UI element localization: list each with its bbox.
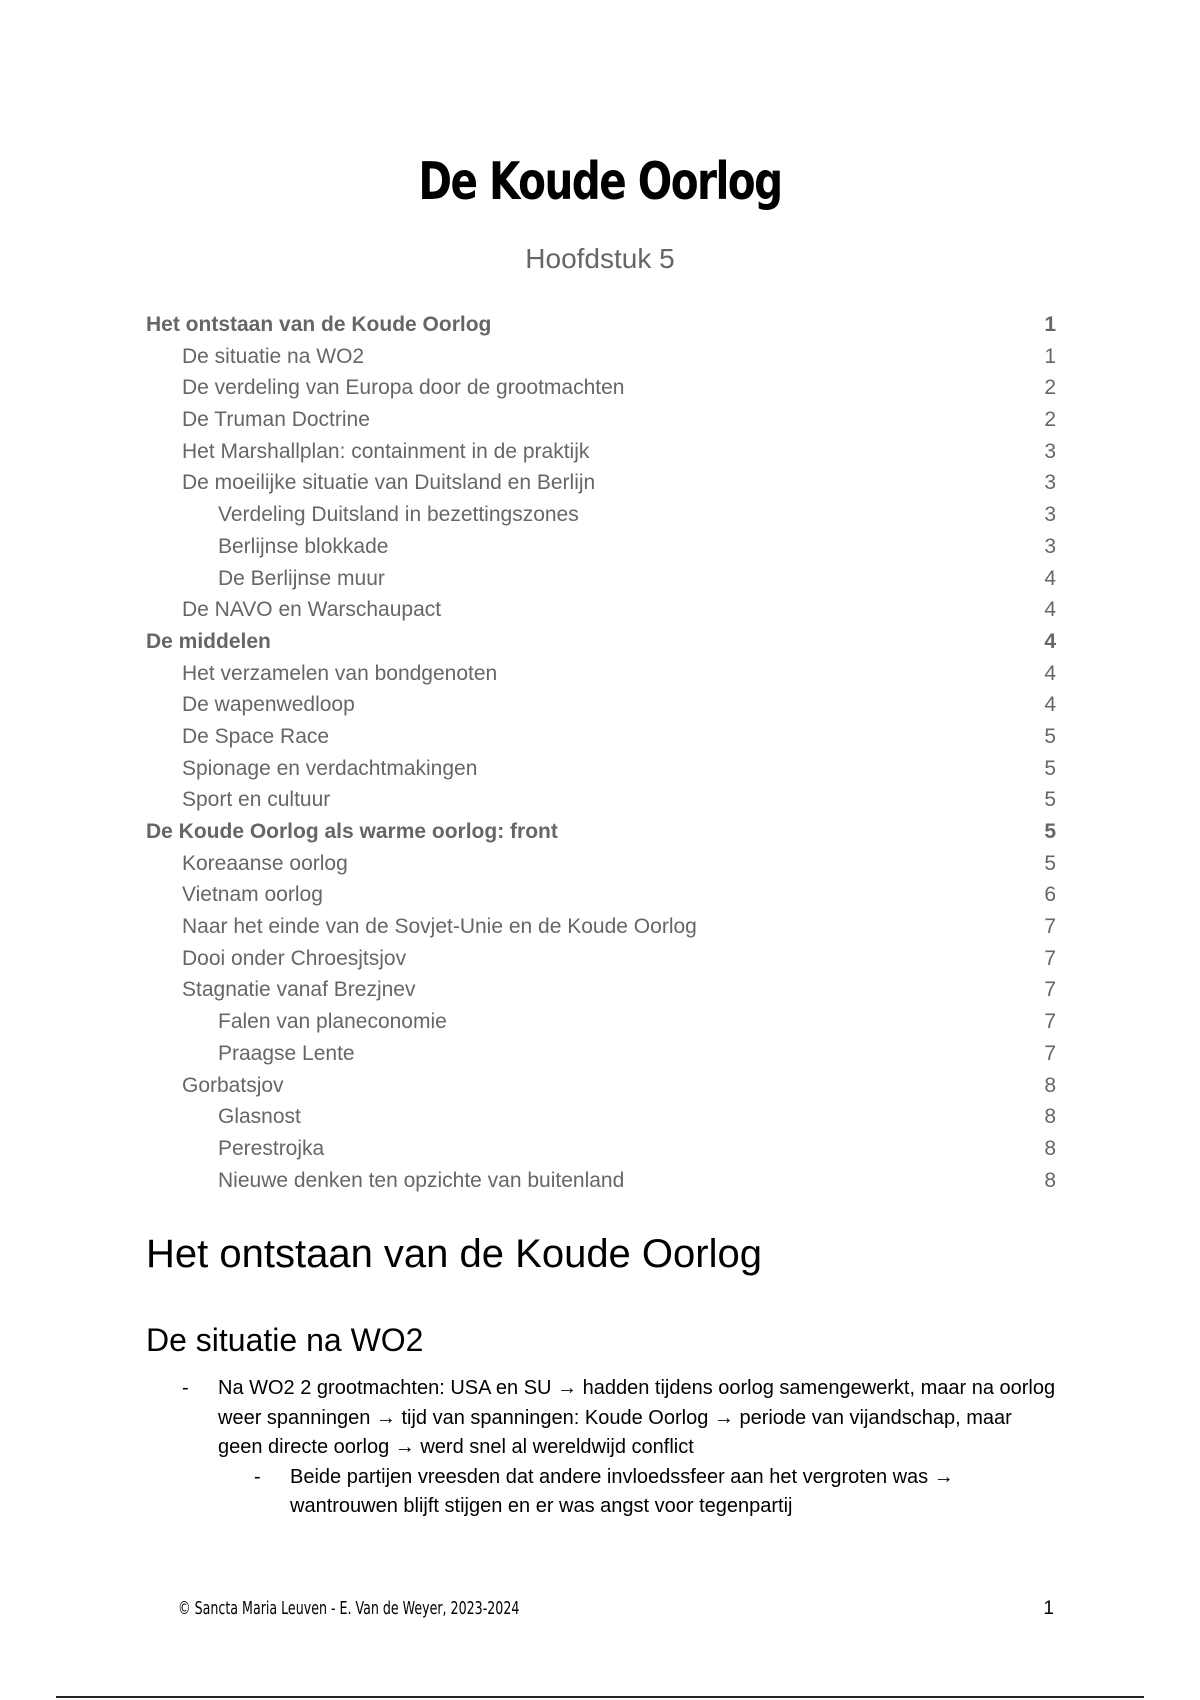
toc-entry[interactable] bbox=[146, 341, 1056, 373]
toc-entry-page: 4 bbox=[1044, 566, 1056, 590]
toc-entry-label: Praagse Lente bbox=[218, 1041, 355, 1065]
bullet-text: Beide partijen vreesden dat andere invloedssfeer aan het vergroten was → wantrouwen blijft stijgen en er was angst voor tegenpartij bbox=[290, 1465, 954, 1517]
toc-entry-label: Het Marshallplan: containment in de praktijk bbox=[182, 439, 590, 463]
toc-entry-label: Koreaanse oorlog bbox=[182, 851, 348, 875]
toc-entry[interactable] bbox=[146, 436, 1056, 468]
toc-entry-page: 5 bbox=[1044, 788, 1056, 812]
toc-entry[interactable] bbox=[146, 563, 1056, 595]
bullet-text: Na WO2 2 grootmachten: USA en SU → hadden tijdens oorlog samengewerkt, maar na oorlog weer spanningen → tijd van spanningen: Koude Oorlog → periode van vijandschap, maar geen directe oorlog → werd snel al wereldwijd conflict bbox=[218, 1377, 1056, 1458]
toc-entry[interactable] bbox=[146, 974, 1056, 1006]
toc-entry-page: 7 bbox=[1044, 1041, 1056, 1065]
toc-entry[interactable] bbox=[146, 404, 1056, 436]
toc-entry-page: 6 bbox=[1044, 883, 1056, 907]
toc-entry-page: 5 bbox=[1044, 756, 1056, 780]
toc-entry-label: De Koude Oorlog als warme oorlog: front bbox=[146, 820, 558, 843]
toc-entry[interactable] bbox=[146, 372, 1056, 404]
bullet-item bbox=[146, 1463, 1056, 1522]
toc-entry[interactable] bbox=[146, 848, 1056, 880]
toc-entry[interactable] bbox=[146, 721, 1056, 753]
toc-entry-label: Stagnatie vanaf Brezjnev bbox=[182, 978, 416, 1002]
toc-entry-page: 2 bbox=[1044, 376, 1056, 400]
bullet-marker: - bbox=[254, 1465, 261, 1488]
toc-entry[interactable] bbox=[146, 784, 1056, 816]
section-subheading: De situatie na WO2 bbox=[146, 1322, 424, 1358]
bullet-item bbox=[146, 1374, 1056, 1463]
toc-entry-page: 5 bbox=[1044, 820, 1056, 843]
toc-entry-label: De middelen bbox=[146, 629, 271, 653]
toc-entry-page: 7 bbox=[1044, 978, 1056, 1002]
toc-entry[interactable] bbox=[146, 943, 1056, 975]
toc-entry-page: 4 bbox=[1044, 693, 1056, 717]
toc-entry-label: Spionage en verdachtmakingen bbox=[182, 756, 478, 780]
toc-entry-page: 7 bbox=[1044, 1010, 1056, 1034]
bullet-marker: - bbox=[182, 1377, 189, 1399]
toc-entry-label: De Space Race bbox=[182, 724, 330, 748]
toc-entry-label: Falen van planeconomie bbox=[218, 1010, 447, 1034]
toc-entry-page: 7 bbox=[1044, 946, 1056, 970]
toc-entry-page: 2 bbox=[1044, 408, 1056, 432]
toc-entry[interactable] bbox=[146, 467, 1056, 499]
toc-entry-page: 8 bbox=[1044, 1168, 1056, 1192]
toc-entry-page: 3 bbox=[1044, 439, 1056, 463]
toc-entry-label: Berlijnse blokkade bbox=[218, 534, 389, 558]
toc-entry[interactable] bbox=[146, 911, 1056, 943]
toc-entry-page: 3 bbox=[1044, 534, 1056, 558]
bullet-list bbox=[146, 1374, 1056, 1522]
toc-entry[interactable] bbox=[146, 626, 1056, 658]
toc-entry-label: Vietnam oorlog bbox=[182, 883, 323, 907]
toc-entry-label: Verdeling Duitsland in bezettingszones bbox=[218, 503, 579, 527]
toc-entry-label: Nieuwe denken ten opzichte van buitenland bbox=[218, 1168, 625, 1192]
toc-entry-page: 4 bbox=[1044, 661, 1056, 685]
page-bottom-divider bbox=[56, 1696, 1144, 1698]
toc-entry-label: Perestrojka bbox=[218, 1136, 325, 1160]
toc-entry-label: Het ontstaan van de Koude Oorlog bbox=[146, 313, 492, 336]
toc-entry-page: 5 bbox=[1044, 724, 1056, 748]
toc-entry-page: 7 bbox=[1044, 915, 1056, 939]
toc-entry[interactable] bbox=[146, 309, 1056, 341]
table-of-contents bbox=[146, 309, 1056, 1196]
toc-entry-page: 4 bbox=[1044, 598, 1056, 622]
toc-entry[interactable] bbox=[146, 594, 1056, 626]
section-heading: Het ontstaan van de Koude Oorlog bbox=[146, 1232, 762, 1276]
toc-entry-label: De NAVO en Warschaupact bbox=[182, 598, 442, 622]
toc-entry-page: 8 bbox=[1044, 1105, 1056, 1129]
toc-entry-label: Het verzamelen van bondgenoten bbox=[182, 661, 498, 685]
toc-entry-label: De verdeling van Europa door de grootmachten bbox=[182, 376, 625, 400]
toc-entry-page: 3 bbox=[1044, 503, 1056, 527]
toc-entry[interactable] bbox=[146, 1070, 1056, 1102]
toc-entry[interactable] bbox=[146, 1006, 1056, 1038]
toc-entry-label: De Truman Doctrine bbox=[182, 408, 370, 432]
toc-entry[interactable] bbox=[146, 689, 1056, 721]
toc-entry-page: 5 bbox=[1044, 851, 1056, 875]
toc-entry[interactable] bbox=[146, 1133, 1056, 1165]
toc-entry-page: 4 bbox=[1044, 629, 1056, 653]
toc-entry[interactable] bbox=[146, 658, 1056, 690]
toc-entry-label: Dooi onder Chroesjtsjov bbox=[182, 946, 407, 970]
footer-credit: © Sancta Maria Leuven - E. Van de Weyer, 2023-2024 bbox=[178, 1598, 520, 1619]
toc-entry-page: 8 bbox=[1044, 1136, 1056, 1160]
toc-entry-label: De moeilijke situatie van Duitsland en Berlijn bbox=[182, 471, 596, 495]
toc-entry[interactable] bbox=[146, 753, 1056, 785]
toc-entry-label: Sport en cultuur bbox=[182, 788, 331, 812]
toc-entry[interactable] bbox=[146, 1165, 1056, 1197]
toc-entry[interactable] bbox=[146, 499, 1056, 531]
toc-entry[interactable] bbox=[146, 1101, 1056, 1133]
toc-entry-label: Naar het einde van de Sovjet-Unie en de Koude Oorlog bbox=[182, 915, 697, 939]
toc-entry[interactable] bbox=[146, 879, 1056, 911]
toc-entry[interactable] bbox=[146, 1038, 1056, 1070]
toc-entry-label: Gorbatsjov bbox=[182, 1073, 284, 1097]
toc-entry-page: 3 bbox=[1044, 471, 1056, 495]
toc-entry[interactable] bbox=[146, 816, 1056, 848]
document-subtitle: Hoofdstuk 5 bbox=[525, 243, 675, 274]
toc-entry-label: De wapenwedloop bbox=[182, 693, 355, 717]
toc-entry-label: De Berlijnse muur bbox=[218, 566, 385, 590]
toc-entry-page: 1 bbox=[1044, 344, 1056, 368]
footer-page-number: 1 bbox=[1043, 1598, 1054, 1619]
toc-entry[interactable] bbox=[146, 531, 1056, 563]
toc-entry-page: 1 bbox=[1044, 313, 1056, 336]
document-title: De Koude Oorlog bbox=[418, 152, 782, 212]
toc-entry-label: De situatie na WO2 bbox=[182, 344, 365, 368]
toc-entry-label: Glasnost bbox=[218, 1105, 301, 1129]
toc-entry-page: 8 bbox=[1044, 1073, 1056, 1097]
